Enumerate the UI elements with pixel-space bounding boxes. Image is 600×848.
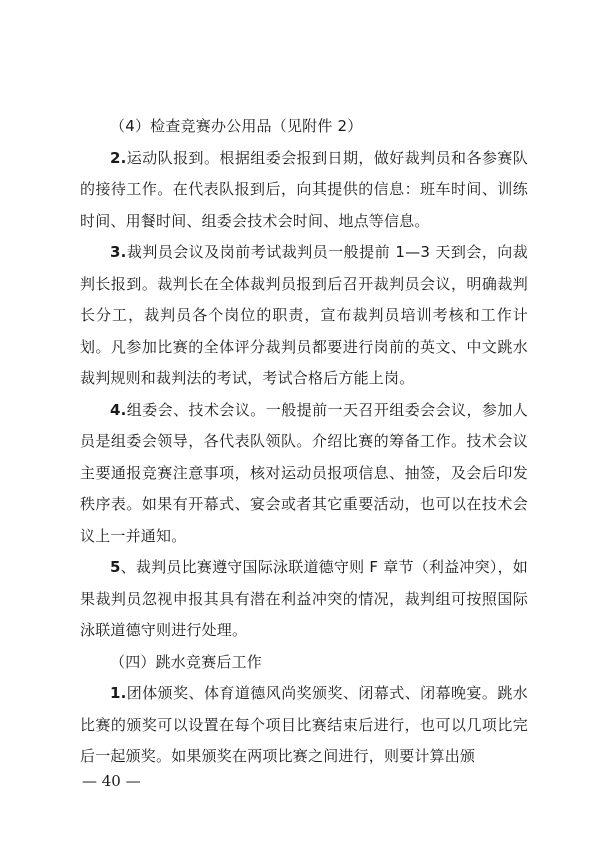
paragraph-number: 5 bbox=[110, 558, 121, 576]
paragraph-text: 团体颁奖、体育道德风尚奖颁奖、闭幕式、闭幕晚宴。跳水比赛的颁奖可以设置在每个项目比赛结束后进行，也可以几项比完后一起颁奖。如果颁奖在两项比赛之间进行，则要计算出颁 bbox=[80, 684, 528, 765]
paragraph-number: 4. bbox=[110, 400, 127, 419]
paragraph-text: 、裁判员比赛遵守国际泳联道德守则 F 章节（利益冲突），如果裁判员忽视申报其具有潜在利益冲突的情况，裁判组可按照国际泳联道德守则进行处理。 bbox=[80, 558, 528, 639]
paragraph-number: 3. bbox=[110, 243, 127, 261]
paragraph-committee-meeting bbox=[80, 395, 528, 553]
section-heading-post-competition bbox=[80, 647, 528, 679]
paragraph-office-supplies bbox=[80, 111, 528, 143]
paragraph-referee-meeting bbox=[80, 237, 528, 395]
body-text bbox=[80, 111, 528, 773]
paragraph-number: 1. bbox=[110, 684, 127, 702]
page-number: — 40 — bbox=[82, 772, 141, 790]
paragraph-text: （4）检查竞赛办公用品（见附件 2） bbox=[110, 117, 363, 135]
paragraph-text: （四）跳水竞赛后工作 bbox=[110, 652, 263, 671]
paragraph-ethics-code bbox=[80, 552, 528, 647]
paragraph-number: 2. bbox=[110, 148, 127, 167]
paragraph-text: 组委会、技术会议。一般提前一天召开组委会会议，参加人员是组委会领导，各代表队领队。介绍比赛的筹备工作。技术会议主要通报竞赛注意事项，核对运动员报项信息、抽签，及会后印发秩序表。如果有开幕式、宴会或者其它重要活动，也可以在技术会议上一并通知。 bbox=[80, 400, 528, 545]
paragraph-team-registration bbox=[80, 143, 528, 238]
paragraph-awards bbox=[80, 678, 528, 773]
paragraph-text: 运动队报到。根据组委会报到日期，做好裁判员和各参赛队的接待工作。在代表队报到后，向其提供的信息：班车时间、训练时间、用餐时间、组委会技术会时间、地点等信息。 bbox=[80, 148, 528, 230]
paragraph-text: 裁判员会议及岗前考试裁判员一般提前 1—3 天到会，向裁判长报到。裁判长在全体裁判员报到后召开裁判员会议，明确裁判长分工，裁判员各个岗位的职责，宣布裁判员培训考核和工作计划。凡参加比赛的全体评分裁判员都要进行岗前的英文、中文跳水裁判规则和裁判法的考试，考试合格后方能上岗。 bbox=[80, 243, 528, 387]
